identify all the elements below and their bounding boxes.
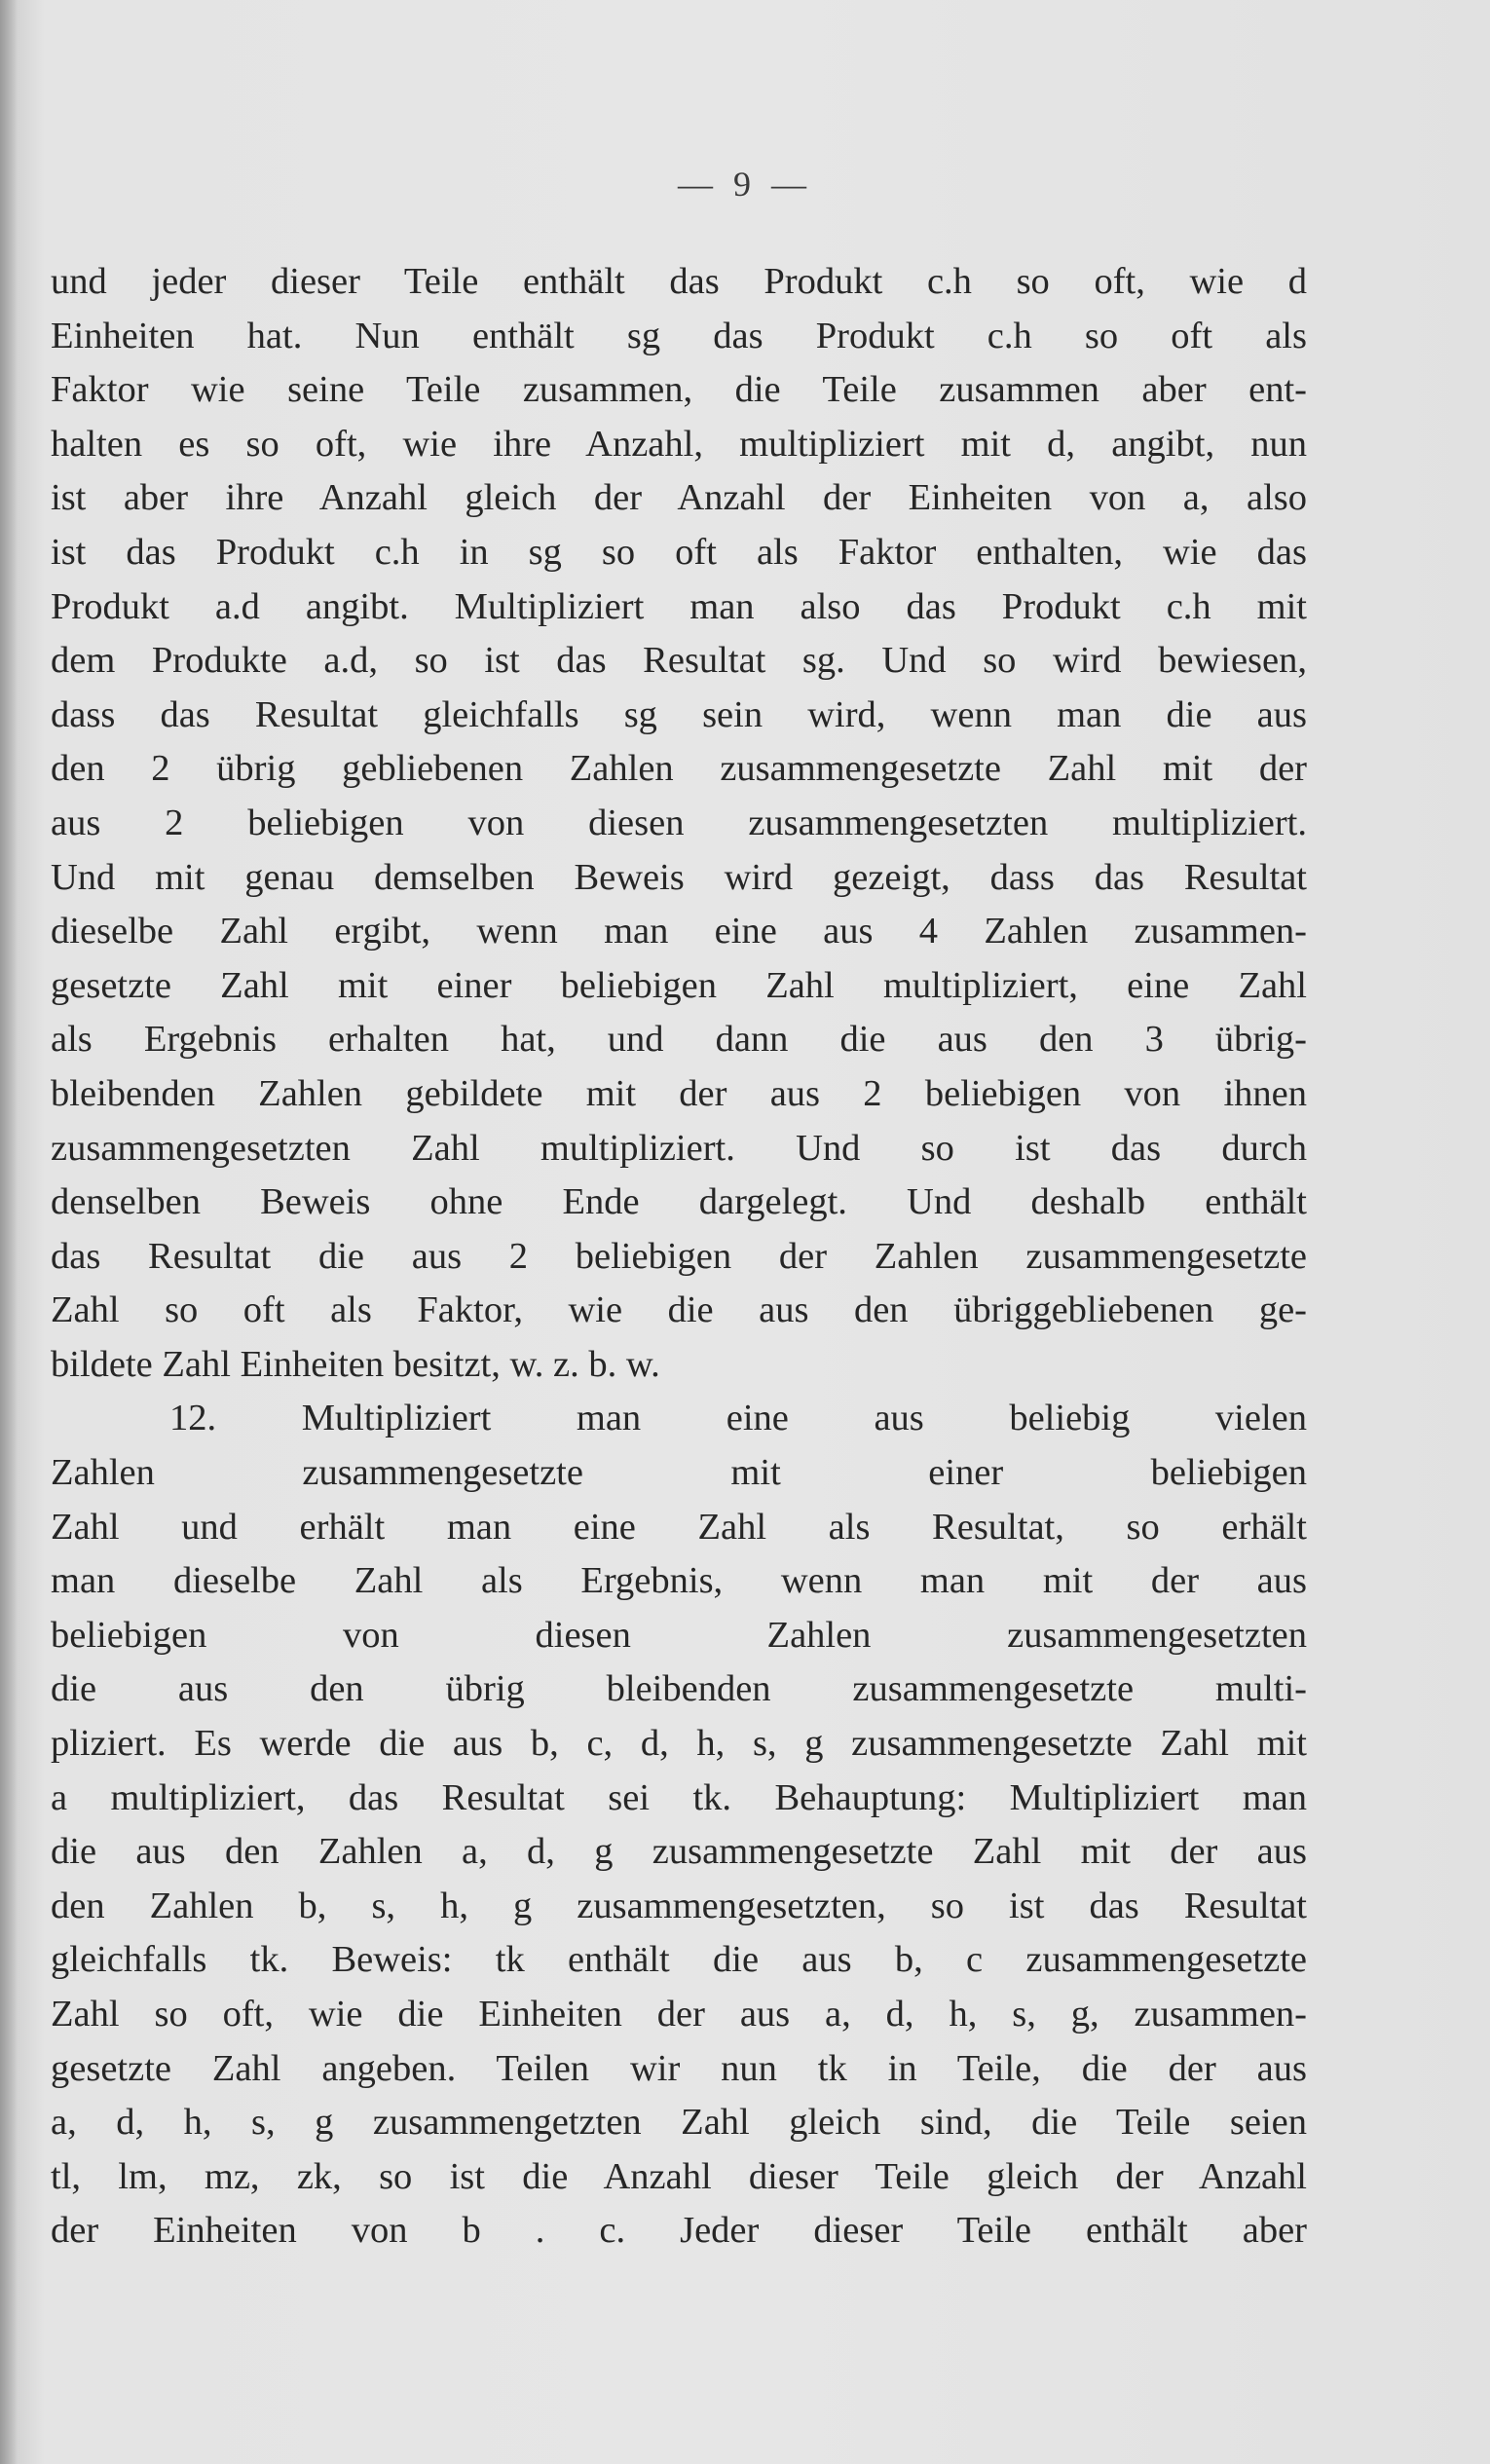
- page-number: — 9 —: [678, 165, 812, 204]
- text-line: die aus den übrig bleibenden zusammengesetzte multi-: [51, 1668, 1307, 1710]
- text-line: denselben Beweis ohne Ende dargelegt. Und deshalb enthält: [51, 1181, 1307, 1223]
- text-line: Und mit genau demselben Beweis wird gezeigt, dass das Resultat: [51, 856, 1307, 898]
- text-line: a, d, h, s, g zusammengetzten Zahl gleich sind, die Teile seien: [51, 2102, 1307, 2144]
- text-line: Zahl so oft als Faktor, wie die aus den übriggebliebenen ge-: [51, 1289, 1307, 1331]
- text-line: Produkt a.d angibt. Multipliziert man also das Produkt c.h mit: [51, 585, 1307, 627]
- text-line: die aus den Zahlen a, d, g zusammengesetzte Zahl mit der aus: [51, 1831, 1307, 1873]
- text-line: gesetzte Zahl angeben. Teilen wir nun tk in Teile, die der aus: [51, 2047, 1307, 2089]
- text-line: Zahlen zusammengesetzte mit einer beliebigen: [51, 1452, 1307, 1494]
- text-line: den Zahlen b, s, h, g zusammengesetzten, so ist das Resultat: [51, 1885, 1307, 1926]
- page-edge-shadow: [0, 0, 18, 2464]
- text-line: aus 2 beliebigen von diesen zusammengesetzten multipliziert.: [51, 802, 1307, 843]
- text-line: beliebigen von diesen Zahlen zusammengesetzten: [51, 1614, 1307, 1656]
- text-line: das Resultat die aus 2 beliebigen der Zahlen zusammengesetzte: [51, 1235, 1307, 1277]
- text-line: und jeder dieser Teile enthält das Produkt c.h so oft, wie d: [51, 261, 1307, 302]
- text-line: Faktor wie seine Teile zusammen, die Teile zusammen aber ent-: [51, 369, 1307, 411]
- text-line: dem Produkte a.d, so ist das Resultat sg. Und so wird bewiesen,: [51, 640, 1307, 682]
- text-line: Zahl so oft, wie die Einheiten der aus a, d, h, s, g, zusammen-: [51, 1994, 1307, 2035]
- text-line: bleibenden Zahlen gebildete mit der aus 2 beliebigen von ihnen: [51, 1072, 1307, 1114]
- text-line: den 2 übrig gebliebenen Zahlen zusammengesetzte Zahl mit der: [51, 748, 1307, 790]
- text-line: Einheiten hat. Nun enthält sg das Produkt c.h so oft als: [51, 315, 1307, 356]
- text-line: gesetzte Zahl mit einer beliebigen Zahl multipliziert, eine Zahl: [51, 964, 1307, 1006]
- body-text: [51, 255, 1307, 2259]
- text-line: ist das Produkt c.h in sg so oft als Faktor enthalten, wie das: [51, 531, 1307, 573]
- text-line: ist aber ihre Anzahl gleich der Anzahl der Einheiten von a, also: [51, 477, 1307, 519]
- text-line: pliziert. Es werde die aus b, c, d, h, s, g zusammengesetzte Zahl mit: [51, 1723, 1307, 1765]
- text-line: a multipliziert, das Resultat sei tk. Behauptung: Multipliziert man: [51, 1776, 1307, 1818]
- text-line: zusammengesetzten Zahl multipliziert. Und so ist das durch: [51, 1127, 1307, 1169]
- text-line: tl, lm, mz, zk, so ist die Anzahl dieser Teile gleich der Anzahl: [51, 2155, 1307, 2197]
- text-line: bildete Zahl Einheiten besitzt, w. z. b. w.: [51, 1343, 660, 1385]
- text-line: dass das Resultat gleichfalls sg sein wird, wenn man die aus: [51, 693, 1307, 735]
- section-heading-line: 12. Multipliziert man eine aus beliebig vielen: [169, 1398, 1307, 1439]
- text-line: der Einheiten von b . c. Jeder dieser Teile enthält aber: [51, 2210, 1307, 2252]
- text-line: dieselbe Zahl ergibt, wenn man eine aus 4 Zahlen zusammen-: [51, 911, 1307, 952]
- text-line: man dieselbe Zahl als Ergebnis, wenn man mit der aus: [51, 1560, 1307, 1602]
- text-line: halten es so oft, wie ihre Anzahl, multipliziert mit d, angibt, nun: [51, 423, 1307, 465]
- text-line: Zahl und erhält man eine Zahl als Resultat, so erhält: [51, 1506, 1307, 1548]
- text-line: als Ergebnis erhalten hat, und dann die aus den 3 übrig-: [51, 1019, 1307, 1061]
- text-line: gleichfalls tk. Beweis: tk enthält die aus b, c zusammengesetzte: [51, 1939, 1307, 1981]
